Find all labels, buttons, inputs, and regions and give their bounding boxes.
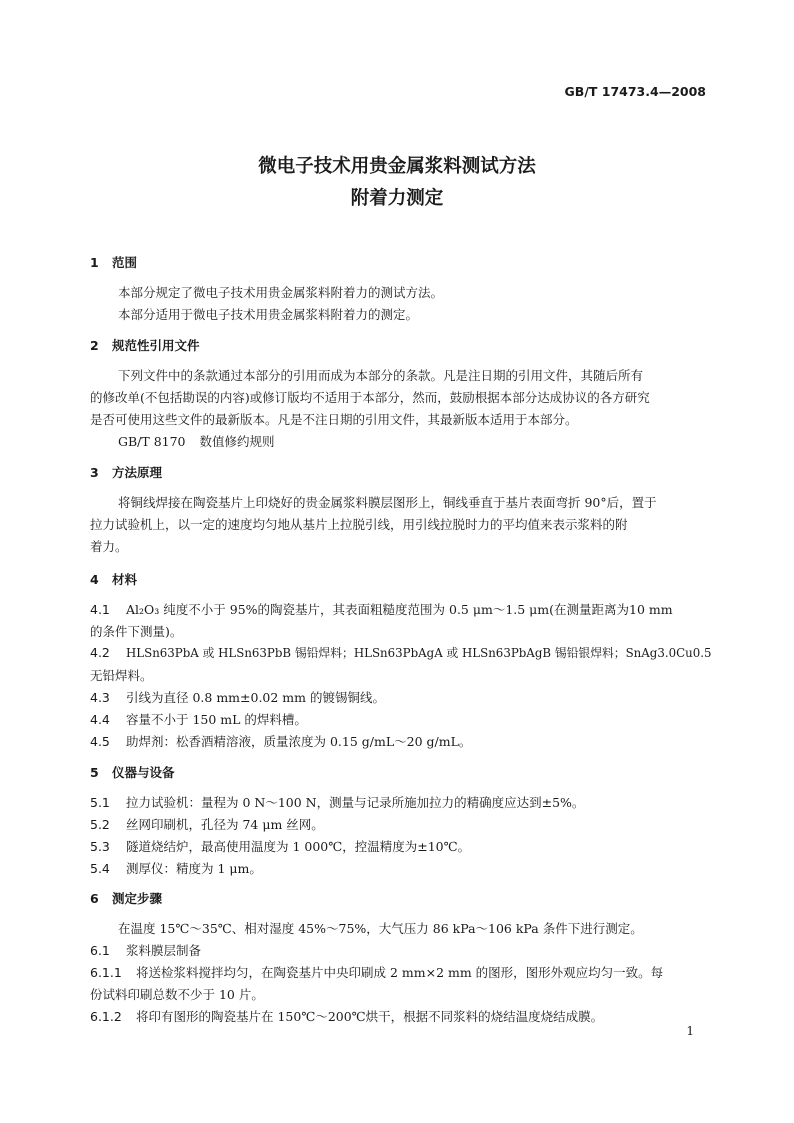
section-title: 测定步骤 <box>112 891 163 906</box>
clause-line <box>90 710 710 728</box>
section-number: 1 <box>90 255 99 270</box>
section-number: 4 <box>90 572 99 587</box>
clause-line <box>90 815 710 833</box>
clause-text: 丝网印刷机，孔径为 74 μm 丝网。 <box>126 817 324 832</box>
clause-number: 6.1.2 <box>90 1009 122 1024</box>
clause-number: 5.4 <box>90 861 110 876</box>
clause-line <box>90 859 710 877</box>
paragraph-line: 本部分规定了微电子技术用贵金属浆料附着力的测试方法。 <box>118 285 444 300</box>
clause-text: Al₂O₃ 纯度不小于 95%的陶瓷基片，其表面粗糙度范围为 0.5 μm～1.5 μm(在测量距离为10 mm <box>126 602 673 617</box>
clause-number: 4.3 <box>90 690 110 705</box>
clause-text: 份试料印刷总数不少于 10 片。 <box>90 987 264 1002</box>
clause-line <box>90 644 710 661</box>
paragraph-line: 将铜线焊接在陶瓷基片上印烧好的贵金属浆料膜层图形上，铜线垂直于基片表面弯折 90°后，置于 <box>118 495 657 510</box>
paragraph-line: 拉力试验机上，以一定的速度均匀地从基片上拉脱引线，用引线拉脱时力的平均值来表示浆料的附 <box>90 517 628 532</box>
paragraph-line: 下列文件中的条款通过本部分的引用而成为本部分的条款。凡是注日期的引用文件，其随后所有 <box>118 368 644 383</box>
clause-number: 4.1 <box>90 602 110 617</box>
clause-number: 4.2 <box>90 645 110 660</box>
clause-text: 引线为直径 0.8 mm±0.02 mm 的镀锡铜线。 <box>126 690 385 705</box>
section-number: 3 <box>90 465 99 480</box>
clause-number: 5.1 <box>90 795 110 810</box>
clause-line <box>90 793 710 811</box>
clause-number: 5.3 <box>90 839 110 854</box>
clause-number: 4.4 <box>90 712 110 727</box>
clause-text: 测厚仪：精度为 1 μm。 <box>126 861 262 876</box>
section-heading-1 <box>90 253 137 271</box>
clause-number: 5.2 <box>90 817 110 832</box>
document-title: 微电子技术用贵金属浆料测试方法 <box>258 156 536 177</box>
section-heading-3 <box>90 463 162 481</box>
clause-text: 隧道烧结炉，最高使用温度为 1 000℃，控温精度为±10℃。 <box>126 839 471 854</box>
clause-text: 助焊剂：松香酒精溶液，质量浓度为 0.15 g/mL～20 g/mL。 <box>126 734 472 749</box>
clause-line <box>90 688 710 706</box>
clause-line <box>90 666 710 684</box>
document-subtitle: 附着力测定 <box>350 188 444 209</box>
clause-line <box>90 732 710 750</box>
clause-text: 的条件下测量)。 <box>90 624 183 639</box>
clause-text: HLSn63PbA 或 HLSn63PbB 锡铅焊料；HLSn63PbAgA 或 HLSn63PbAgB 锡铅银焊料；SnAg3.0Cu0.5 <box>126 646 712 660</box>
clause-line <box>90 1007 710 1025</box>
clause-number: 4.5 <box>90 734 110 749</box>
section-heading-5 <box>90 763 175 781</box>
page-number: 1 <box>686 1024 694 1038</box>
section-title: 材料 <box>112 572 138 587</box>
clause-text: 将印有图形的陶瓷基片在 150℃～200℃烘干，根据不同浆料的烧结温度烧结成膜。 <box>136 1009 604 1024</box>
paragraph-line: 着力。 <box>90 539 128 554</box>
section-title: 规范性引用文件 <box>112 338 200 353</box>
reference-title: 数值修约规则 <box>199 434 275 449</box>
clause-line <box>90 622 710 640</box>
paragraph-line: 在温度 15℃～35℃、相对湿度 45%～75%，大气压力 86 kPa～106 kPa 条件下进行测定。 <box>118 921 643 936</box>
clause-number: 6.1.1 <box>90 965 122 980</box>
clause-text: 拉力试验机：量程为 0 N～100 N，测量与记录所施加拉力的精确度应达到±5%。 <box>126 795 585 810</box>
section-heading-2 <box>90 336 200 354</box>
subsection-heading <box>90 941 710 959</box>
paragraph-line: 的修改单(不包括勘误的内容)或修订版均不适用于本部分，然而，鼓励根据本部分达成协议的各方研究 <box>90 390 650 405</box>
clause-text: 将送检浆料搅拌均匀，在陶瓷基片中央印刷成 2 mm×2 mm 的图形，图形外观应均匀一致。每 <box>136 965 664 980</box>
section-title: 仪器与设备 <box>112 765 175 780</box>
clause-line <box>90 963 710 981</box>
subsection-title: 浆料膜层制备 <box>126 943 202 958</box>
clause-text: 容量不小于 150 mL 的焊料槽。 <box>126 712 307 727</box>
paragraph-line: 是否可使用这些文件的最新版本。凡是不注日期的引用文件，其最新版本适用于本部分。 <box>90 412 578 427</box>
section-number: 5 <box>90 765 99 780</box>
section-heading-4 <box>90 570 137 588</box>
section-title: 方法原理 <box>112 465 163 480</box>
clause-line <box>90 837 710 855</box>
clause-line <box>90 985 710 1003</box>
section-number: 2 <box>90 338 99 353</box>
section-number: 6 <box>90 891 99 906</box>
section-heading-6 <box>90 889 162 907</box>
standard-number: GB/T 17473.4—2008 <box>564 84 706 99</box>
section-title: 范围 <box>112 255 138 270</box>
reference-code: GB/T 8170 <box>118 434 186 449</box>
clause-number: 6.1 <box>90 943 110 958</box>
paragraph-line: 本部分适用于微电子技术用贵金属浆料附着力的测定。 <box>118 307 419 322</box>
normative-reference <box>118 432 738 450</box>
clause-text: 无铅焊料。 <box>90 668 153 683</box>
clause-line <box>90 600 710 618</box>
